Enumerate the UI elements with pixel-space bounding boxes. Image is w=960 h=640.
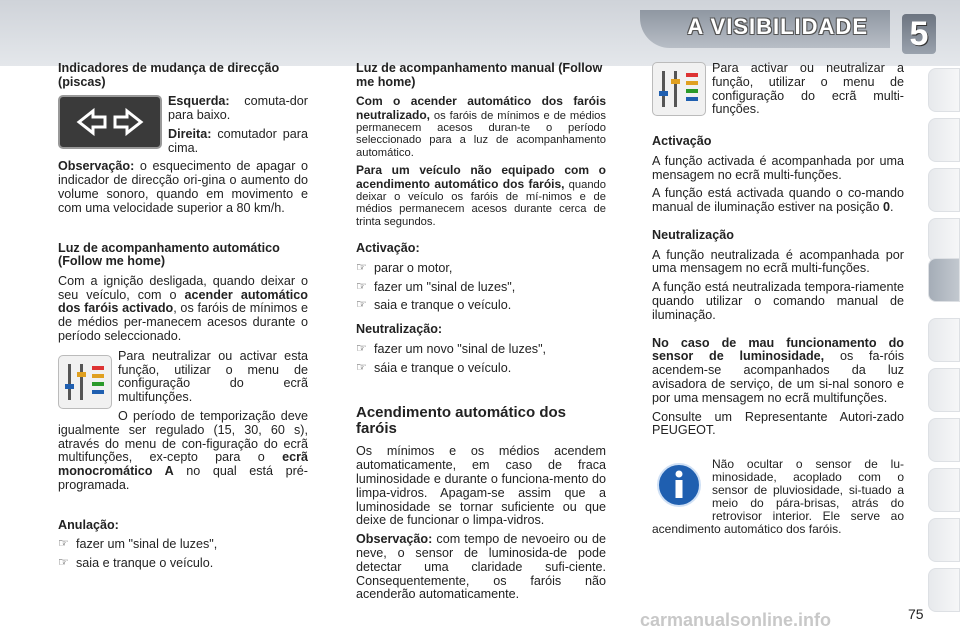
body-bold: Para um veículo não equipado com o acendimento automático dos faróis, [356, 163, 606, 191]
column-left [58, 62, 308, 576]
body-text: com tempo de nevoeiro ou de neve, o sensor de luminosida-de pode detectar uma claridade sufi-ciente. Consequentemente, os faróis não acenderão automaticamente. [356, 532, 606, 602]
left-text: comuta-dor para baixo. [168, 94, 308, 122]
page-title: A VISIBILIDADE [687, 14, 868, 39]
list-item: ☞ fazer um novo "sinal de luzes", [356, 343, 606, 357]
section-title: Activação: [356, 241, 420, 256]
info-icon [652, 458, 706, 512]
side-tab [928, 418, 960, 462]
side-tab [928, 218, 960, 262]
section-title: Neutralização: [356, 322, 443, 337]
body-text: quando deixar o veículo os faróis de mí-nimos e de médios permanecem acesos durante cerca de trinta segundos. [356, 178, 606, 228]
info-text: Não ocultar o sensor de lu-minosidade, acoplado com o sensor de pluviosidade, si-tuado a meio do pára-brisas, atrás do retrovisor interior. Ele serve ao acendimento automático dos faróis. [652, 457, 904, 537]
body-text: os fa-róis acendem-se acompanhados da luz avisadora de serviço, de um si-nal sonoro e por uma mensagem no ecrã multifunções. [652, 349, 904, 405]
body-bold: Observação: [356, 532, 433, 547]
body-bold: ecrã monocromático A [58, 450, 308, 479]
body-text: os faróis de mínimos e de médios permanecem acesos duran-te o período seleccionado para a luz de acompanhamento automático. [356, 109, 606, 159]
body-text: A função está neutralizada tempora-riamente quando utilizar o comando manual de iluminação. [652, 280, 904, 322]
column-middle [356, 62, 606, 607]
section-heading: Acendimento automático dos faróis [356, 404, 567, 438]
section-title: Indicadores de mudança de direcção (piscas) [58, 61, 280, 89]
list-item: ☞ parar o motor, [356, 262, 606, 276]
chapter-number: 5 [902, 14, 936, 54]
body-text: no qual está pré-programada. [58, 464, 308, 492]
body-text: Os mínimos e os médios acendem automaticamente, em caso de fraca luminosidade e durante o funciona-mento do limpa-vidros. Apagam-se assim que a luminosidade se tornar suficiente ou que deixe de funcionar o limpa-vidros. [356, 444, 606, 528]
right-text: comutador para cima. [168, 126, 308, 155]
section-title: Luz de acompanhamento manual (Follow me home) [356, 61, 603, 89]
list-item: ☞ fazer um "sinal de luzes", [58, 538, 308, 552]
side-tab [928, 568, 960, 612]
side-tab [928, 168, 960, 212]
body-bold: acender automático dos faróis activado [58, 287, 308, 316]
obs-label: Observação: [58, 159, 135, 174]
list-item: ☞ saia e tranque o veículo. [356, 299, 606, 313]
body-text: Para neutralizar ou activar esta função, utilizar o menu de configuração do ecrã multifunções. [118, 348, 308, 405]
side-tab [928, 368, 960, 412]
section-title: Activação [652, 134, 712, 149]
body-text: A função neutralizada é acompanhada por uma mensagem no ecrã multi-funções. [652, 247, 904, 276]
body-bold: Com o acender automático dos faróis neutralizado, [356, 94, 606, 122]
body-bold: 0 [883, 200, 891, 215]
list-item: ☞ saia e tranque o veículo. [58, 557, 308, 571]
section-title: Neutralização [652, 227, 734, 242]
body-text: A função está activada quando o co-mando manual de iluminação estiver na posição [652, 186, 904, 215]
side-tab [928, 518, 960, 562]
side-tab-active [928, 258, 960, 302]
left-label: Esquerda: [168, 94, 230, 109]
body-text: Para activar ou neutralizar a função, utilizar o menu de configuração do ecrã multi-funções. [712, 61, 904, 117]
body-text: A função activada é acompanhada por uma mensagem no ecrã multi-funções. [652, 153, 904, 182]
page-header [0, 0, 960, 66]
config-menu-icon [58, 355, 112, 409]
list-item: ☞ sáia e tranque o veículo. [356, 362, 606, 376]
body-text: Consulte um Representante Autori-zado PEUGEOT. [652, 409, 904, 438]
section-title: Anulação: [58, 517, 119, 532]
body-text: Com a ignição desligada, quando deixar o seu veículo, com o [58, 273, 308, 302]
body-text: O período de temporização deve igualmente ser regulado (15, 30, 60 s), através do menu de con-figuração do ecrã multifunções, ex-cepto para o [58, 408, 308, 465]
column-right [652, 62, 904, 541]
body-text: , os faróis de mínimos e de médios per-manecem acesos durante o período seleccionado. [58, 301, 308, 343]
watermark: carmanualsonline.info [640, 610, 832, 630]
side-tab [928, 68, 960, 112]
body-text: . [890, 200, 894, 215]
side-tab [928, 468, 960, 512]
side-tab [928, 318, 960, 362]
config-menu-icon [652, 62, 706, 116]
section-title: Luz de acompanhamento automático (Follow me home) [58, 240, 280, 269]
list-item: ☞ fazer um "sinal de luzes", [356, 281, 606, 295]
body-bold: No caso de mau funcionamento do sensor de luminosidade, [652, 335, 904, 364]
turn-signal-arrows-icon [58, 95, 162, 149]
side-tabs [928, 68, 960, 628]
right-label: Direita: [168, 126, 212, 141]
page-number: 75 [908, 606, 924, 622]
side-tab [928, 118, 960, 162]
obs-text: o esquecimento de apagar o indicador de direcção ori-gina o aumento do volume sonoro, quando em movimento e com uma velocidade superior a 80 km/h. [58, 159, 308, 215]
